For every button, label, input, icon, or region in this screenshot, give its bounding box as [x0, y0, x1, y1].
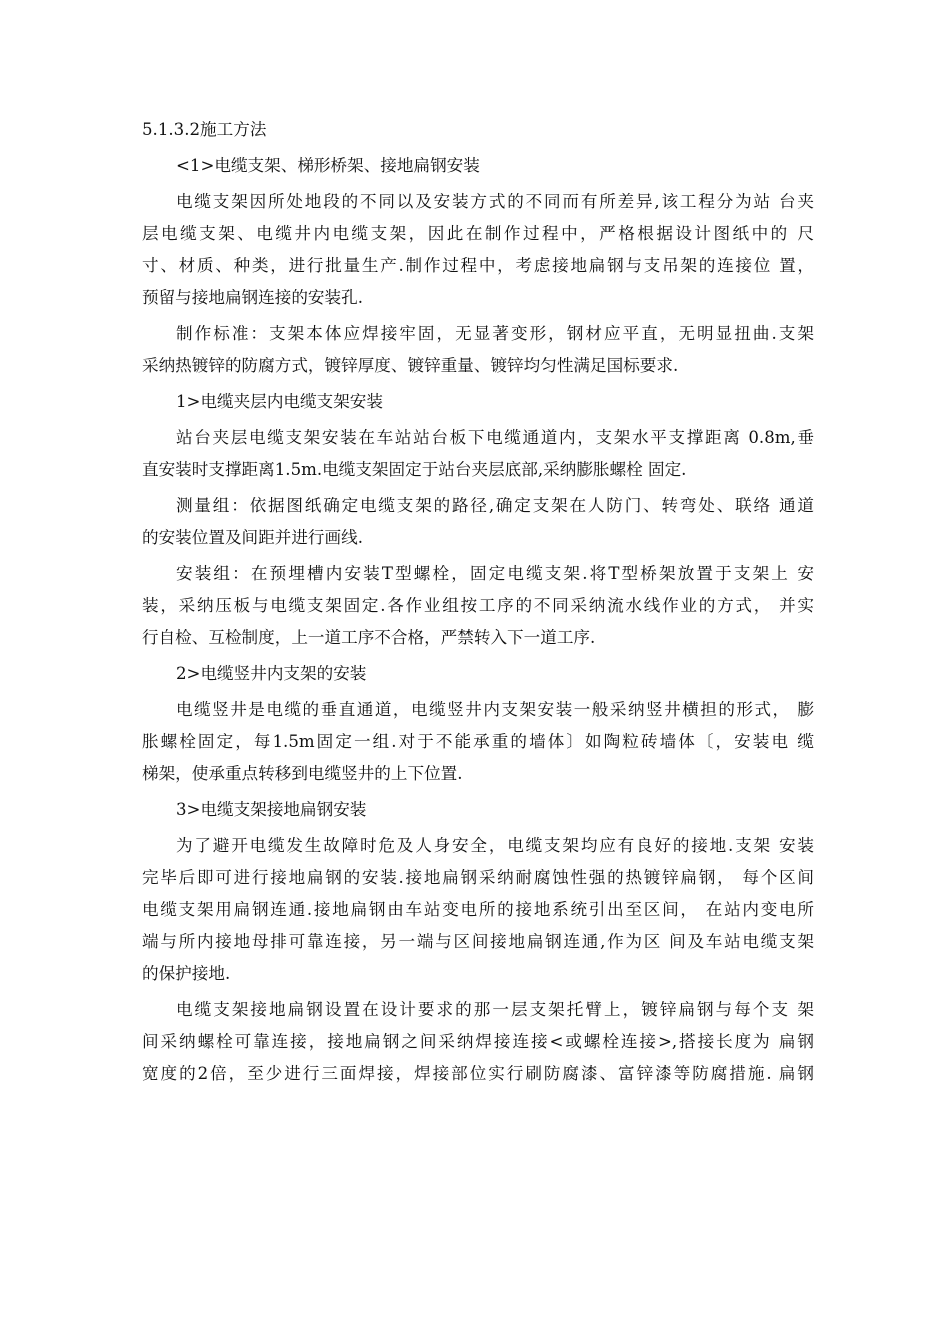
- text-line: 制作标准：支架本体应焊接牢固，无显著变形，钢材应平直，无明显扭曲.支架: [176, 324, 814, 343]
- text-line: 梯架，使承重点转移到电缆竖井的上下位置.: [142, 764, 463, 783]
- text-line: 电缆支架接地扁钢设置在设计要求的那一层支架托臂上，镀锌扁钢与每个支 架: [176, 1000, 814, 1019]
- text-line: 预留与接地扁钢连接的安装孔.: [142, 288, 363, 307]
- text-line: 电缆支架因所处地段的不同以及安装方式的不同而有所差异,该工程分为站 台夹: [176, 192, 814, 211]
- text-line: 装，采纳压板与电缆支架固定.各作业组按工序的不同采纳流水线作业的方式， 并实: [142, 596, 814, 615]
- text-line: 完毕后即可进行接地扁钢的安装.接地扁钢采纳耐腐蚀性强的热镀锌扁钢， 每个区间: [142, 868, 814, 887]
- subsection-heading: 1>电缆夹层内电缆支架安装: [176, 392, 383, 411]
- text-line: 胀螺栓固定，每1.5m固定一组.对于不能承重的墙体〕如陶粒砖墙体〔，安装电 缆: [142, 732, 814, 751]
- text-line: 间采纳螺栓可靠连接，接地扁钢之间采纳焊接连接<或螺栓连接>,搭接长度为 扁钢: [142, 1032, 814, 1051]
- subheading-cable-support-installation: <1>电缆支架、梯形桥架、接地扁钢安装: [176, 156, 480, 175]
- text-line: 采纳热镀锌的防腐方式，镀锌厚度、镀锌重量、镀锌均匀性满足国标要求.: [142, 356, 679, 375]
- text-line: 电缆竖井是电缆的垂直通道，电缆竖井内支架安装一般采纳竖井横担的形式， 膨: [176, 700, 814, 719]
- text-line: 为了避开电缆发生故障时危及人身安全，电缆支架均应有良好的接地.支架 安装: [176, 836, 814, 855]
- text-line: 寸、材质、种类，进行批量生产.制作过程中，考虑接地扁钢与支吊架的连接位 置，: [142, 256, 814, 275]
- paragraph: [142, 490, 814, 554]
- subsection-heading: 3>电缆支架接地扁钢安装: [176, 800, 367, 819]
- text-line: 端与所内接地母排可靠连接，另一端与区间接地扁钢连通,作为区 间及车站电缆支架: [142, 932, 814, 951]
- text-line: 站台夹层电缆支架安装在车站站台板下电缆通道内，支架水平支撑距离 0.8m,垂: [176, 428, 814, 447]
- paragraph: [142, 318, 814, 382]
- paragraph: [142, 186, 814, 314]
- document-body: [142, 114, 814, 1090]
- paragraph: [142, 830, 814, 990]
- paragraph: [142, 422, 814, 486]
- text-line: 直安装时支撑距离1.5m.电缆支架固定于站台夹层底部,采纳膨胀螺栓 固定.: [142, 460, 687, 479]
- paragraph: [142, 694, 814, 790]
- paragraph: [142, 994, 814, 1090]
- text-line: 宽度的2倍，至少进行三面焊接，焊接部位实行刷防腐漆、富锌漆等防腐措施. 扁钢: [142, 1064, 814, 1083]
- text-line: 电缆支架用扁钢连通.接地扁钢由车站变电所的接地系统引出至区间， 在站内变电所: [142, 900, 814, 919]
- section-heading: 5.1.3.2施工方法: [142, 120, 267, 139]
- paragraph: [142, 558, 814, 654]
- subsection-heading: 2>电缆竖井内支架的安装: [176, 664, 367, 683]
- text-line: 的安装位置及间距并进行画线.: [142, 528, 363, 547]
- text-line: 层电缆支架、电缆井内电缆支架，因此在制作过程中，严格根据设计图纸中的 尺: [142, 224, 814, 243]
- text-line: 安装组：在预埋槽内安装T型螺栓，固定电缆支架.将T型桥架放置于支架上 安: [176, 564, 814, 583]
- text-line: 行自检、互检制度，上一道工序不合格，严禁转入下一道工序.: [142, 628, 596, 647]
- text-line: 的保护接地.: [142, 964, 231, 983]
- text-line: 测量组：依据图纸确定电缆支架的路径,确定支架在人防门、转弯处、联络 通道: [176, 496, 814, 515]
